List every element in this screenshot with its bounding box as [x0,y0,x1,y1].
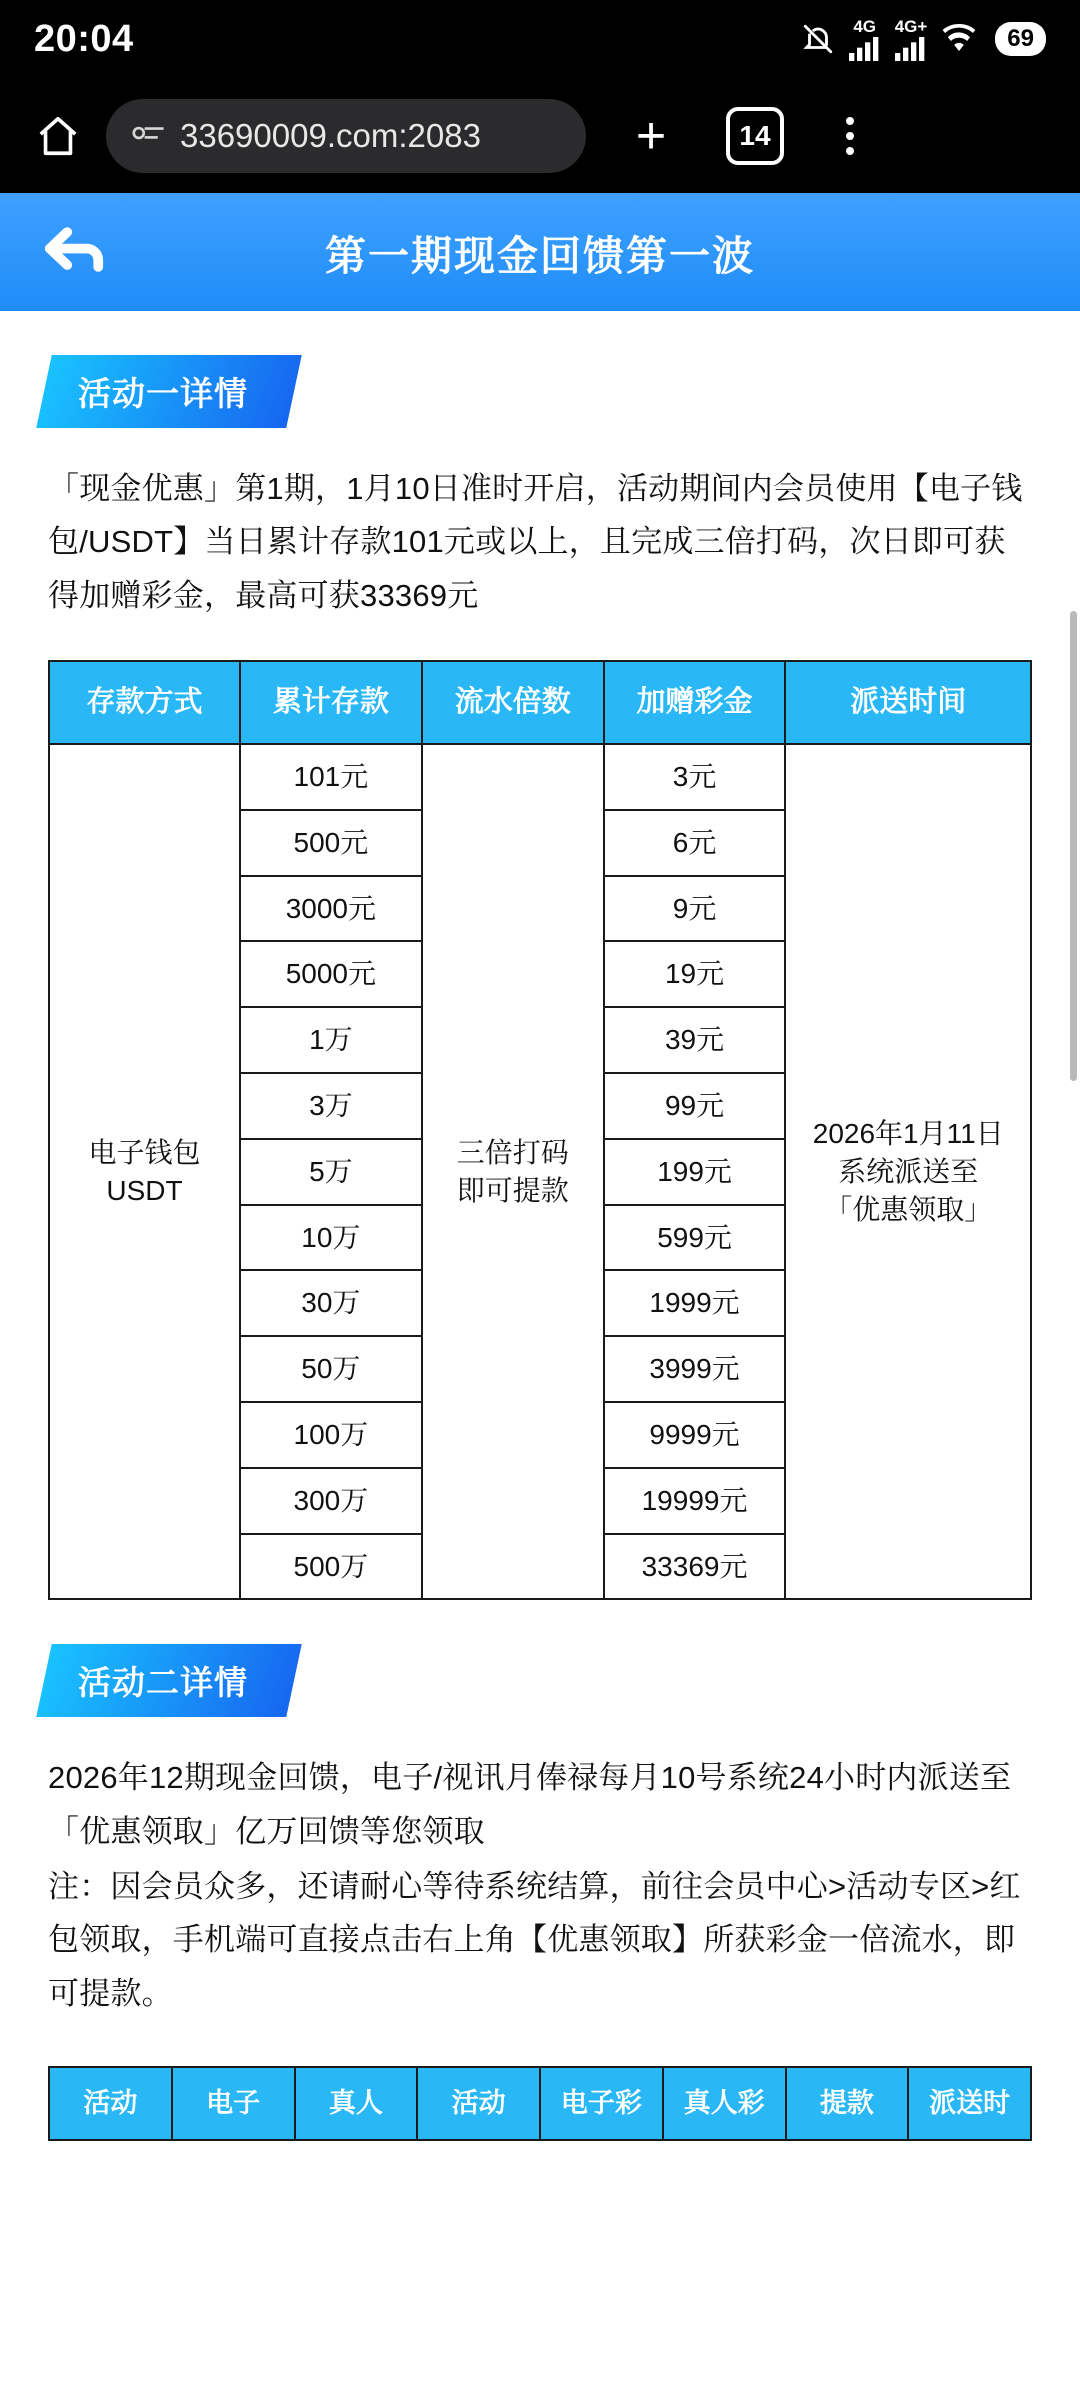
back-arrow-icon[interactable] [44,224,106,281]
section-tag-activity-one [36,355,302,428]
activity-two-th-7: 派送时 [908,2067,1031,2140]
cell-cumulative-deposit: 3万 [240,1073,422,1139]
network-label-4g: 4G [853,16,877,36]
page-content [0,311,1080,2141]
cell-cumulative-deposit: 100万 [240,1402,422,1468]
th-bonus: 加赠彩金 [604,661,786,744]
cell-bonus-amount: 19元 [604,941,786,1007]
signal-4g-icon [849,18,881,61]
cell-bonus-amount: 9999元 [604,1402,786,1468]
activity-one-table [48,660,1032,1601]
browser-toolbar [0,78,1080,193]
home-icon[interactable] [28,113,88,159]
table-header-row [49,661,1031,744]
tab-switcher-button[interactable]: 14 [726,107,784,165]
cell-cumulative-deposit: 5万 [240,1139,422,1205]
th-amount: 累计存款 [240,661,422,744]
signal-4gplus-icon [895,18,928,61]
activity-two-description-2: 注：因会员众多，还请耐心等待系统结算，前往会员中心>活动专区>红包领取，手机端可直接点击右上角【优惠领取】所获彩金一倍流水，即可提款。 [48,1869,1021,2011]
cell-cumulative-deposit: 500元 [240,810,422,876]
activity-one-table-wrapper [48,660,1032,1601]
th-method: 存款方式 [49,661,240,744]
cell-bonus-amount: 99元 [604,1073,786,1139]
cell-cumulative-deposit: 500万 [240,1534,422,1600]
cell-bonus-amount: 199元 [604,1139,786,1205]
page-header [0,193,1080,311]
cell-deposit-method: 电子钱包 USDT [49,744,240,1599]
cell-cumulative-deposit: 300万 [240,1468,422,1534]
activity-two-th-2: 真人 [295,2067,418,2140]
more-vertical-icon[interactable] [820,117,880,155]
cell-cumulative-deposit: 3000元 [240,876,422,942]
cell-cumulative-deposit: 101元 [240,744,422,810]
activity-two-table [48,2066,1032,2141]
activity-two-th-5: 真人彩 [663,2067,786,2140]
new-tab-button[interactable]: + [635,106,667,165]
battery-level: 69 [1007,25,1034,52]
activity-one-description: 「现金优惠」第1期，1月10日准时开启，活动期间内会员使用【电子钱包/USDT】当日累计存款101元或以上，且完成三倍打码，次日即可获得加赠彩金，最高可获33369元 [48,471,1023,613]
cell-cumulative-deposit: 10万 [240,1205,422,1271]
cell-wager-multiplier: 三倍打码 即可提款 [422,744,604,1599]
cell-bonus-amount: 1999元 [604,1270,786,1336]
activity-two-th-3: 活动 [417,2067,540,2140]
site-settings-icon[interactable] [130,117,168,154]
activity-two-th-4: 电子彩 [540,2067,663,2140]
battery-indicator [995,22,1046,56]
status-icons-group [801,18,1046,61]
page-title: 第一期现金回馈第一波 [325,232,755,279]
url-text: 33690009.com:2083 [180,116,481,154]
scrollbar[interactable] [1070,611,1077,1081]
cell-bonus-amount: 599元 [604,1205,786,1271]
cell-bonus-amount: 9元 [604,876,786,942]
cell-bonus-amount: 19999元 [604,1468,786,1534]
url-bar[interactable] [106,99,586,173]
activity-two-header-row [49,2067,1031,2140]
activity-two-th-6: 提款 [786,2067,909,2140]
th-multiplier: 流水倍数 [422,661,604,744]
th-delivery: 派送时间 [785,661,1031,744]
wifi-icon [941,24,977,54]
cell-cumulative-deposit: 30万 [240,1270,422,1336]
section-tag-activity-two [36,1644,302,1717]
cell-bonus-amount: 3999元 [604,1336,786,1402]
activity-two-description-1: 2026年12期现金回馈，电子/视讯月俸禄每月10号系统24小时内派送至「优惠领取」亿万回馈等您领取 [48,1760,1012,1849]
section-tag-label-two: 活动二详情 [78,1664,248,1702]
mute-icon [801,22,835,56]
activity-two-table-wrapper [48,2066,1032,2141]
table-row [49,744,1031,810]
status-time: 20:04 [34,17,134,60]
cell-cumulative-deposit: 50万 [240,1336,422,1402]
activity-one-table-body [49,744,1031,1599]
cell-delivery-time: 2026年1月11日 系统派送至 「优惠领取」 [785,744,1031,1599]
cell-bonus-amount: 3元 [604,744,786,810]
status-bar [0,0,1080,78]
activity-two-th-1: 电子 [172,2067,295,2140]
section-tag-label: 活动一详情 [78,375,248,412]
cell-bonus-amount: 6元 [604,810,786,876]
activity-two-th-0: 活动 [49,2067,172,2140]
cell-cumulative-deposit: 1万 [240,1007,422,1073]
cell-cumulative-deposit: 5000元 [240,941,422,1007]
network-label-4gplus: 4G+ [894,16,928,36]
cell-bonus-amount: 39元 [604,1007,786,1073]
cell-bonus-amount: 33369元 [604,1534,786,1600]
